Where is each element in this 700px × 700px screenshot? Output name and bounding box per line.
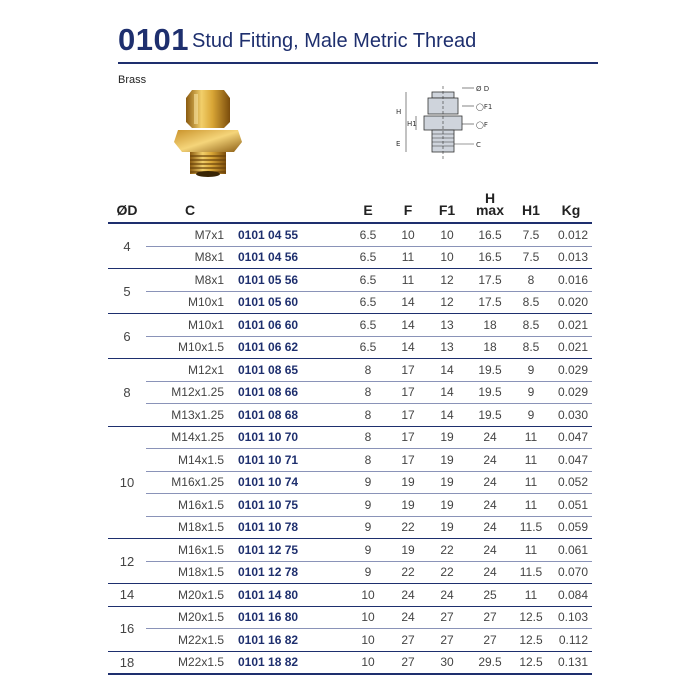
- cell-article-number: 0101 10 71: [234, 449, 346, 472]
- cell-f1: 27: [426, 606, 468, 629]
- table-row: [108, 246, 592, 269]
- cell-c: M22x1.5: [146, 629, 234, 652]
- cell-f1: 22: [426, 539, 468, 562]
- cell-e: 9: [346, 561, 390, 584]
- cell-e: 6.5: [346, 223, 390, 246]
- cell-kg: 0.059: [550, 516, 592, 539]
- cell-h1: 9: [512, 359, 550, 382]
- cell-h1: 12.5: [512, 606, 550, 629]
- cell-kg: 0.112: [550, 629, 592, 652]
- page-header: [118, 20, 598, 64]
- cell-h: 24: [468, 471, 512, 494]
- page-title: Stud Fitting, Male Metric Thread: [192, 30, 477, 52]
- cell-f1: 14: [426, 404, 468, 427]
- cell-kg: 0.084: [550, 584, 592, 607]
- cell-article-number: 0101 10 74: [234, 471, 346, 494]
- cell-f1: 22: [426, 561, 468, 584]
- cell-kg: 0.029: [550, 359, 592, 382]
- cell-f: 11: [390, 246, 426, 269]
- cell-h1: 9: [512, 381, 550, 404]
- cell-f1: 19: [426, 449, 468, 472]
- cell-od: 14: [108, 584, 146, 607]
- cell-kg: 0.029: [550, 381, 592, 404]
- cell-h1: 12.5: [512, 629, 550, 652]
- cell-h: 16.5: [468, 246, 512, 269]
- cell-od: 10: [108, 426, 146, 539]
- cell-article-number: 0101 16 80: [234, 606, 346, 629]
- header-e: E: [346, 182, 390, 223]
- header-max: max: [475, 202, 505, 218]
- cell-article-number: 0101 06 62: [234, 336, 346, 359]
- cell-c: M10x1: [146, 314, 234, 337]
- cell-article-number: 0101 10 75: [234, 494, 346, 517]
- table-row: [108, 494, 592, 517]
- cell-article-number: 0101 08 66: [234, 381, 346, 404]
- cell-f: 27: [390, 651, 426, 674]
- cell-f: 24: [390, 584, 426, 607]
- cell-h1: 11: [512, 494, 550, 517]
- cell-e: 8: [346, 449, 390, 472]
- table-row: [108, 629, 592, 652]
- cell-h: 24: [468, 561, 512, 584]
- cell-h: 27: [468, 629, 512, 652]
- cell-article-number: 0101 14 80: [234, 584, 346, 607]
- dim-label-od: Ø D: [476, 85, 490, 93]
- table-row: [108, 381, 592, 404]
- cell-kg: 0.061: [550, 539, 592, 562]
- table-row: [108, 291, 592, 314]
- cell-c: M8x1: [146, 246, 234, 269]
- cell-e: 10: [346, 584, 390, 607]
- cell-f: 17: [390, 449, 426, 472]
- cell-article-number: 0101 08 65: [234, 359, 346, 382]
- cell-f: 22: [390, 561, 426, 584]
- cell-f1: 19: [426, 516, 468, 539]
- dim-label-f: ◯F: [476, 121, 488, 129]
- cell-kg: 0.051: [550, 494, 592, 517]
- cell-e: 8: [346, 381, 390, 404]
- cell-h1: 11.5: [512, 561, 550, 584]
- table-header: [108, 182, 592, 223]
- table-row: [108, 404, 592, 427]
- cell-h: 16.5: [468, 223, 512, 246]
- cell-h1: 8.5: [512, 336, 550, 359]
- cell-h1: 11: [512, 584, 550, 607]
- cell-h: 19.5: [468, 381, 512, 404]
- table-row: [108, 336, 592, 359]
- cell-kg: 0.013: [550, 246, 592, 269]
- dim-label-h1: H1: [407, 120, 417, 128]
- cell-c: M12x1: [146, 359, 234, 382]
- table-row: [108, 449, 592, 472]
- cell-article-number: 0101 04 55: [234, 223, 346, 246]
- cell-article-number: 0101 08 68: [234, 404, 346, 427]
- cell-article-number: 0101 18 82: [234, 651, 346, 674]
- cell-f: 17: [390, 426, 426, 449]
- table-row: [108, 223, 592, 246]
- cell-e: 9: [346, 516, 390, 539]
- cell-c: M14x1.25: [146, 426, 234, 449]
- cell-h1: 9: [512, 404, 550, 427]
- cell-f1: 24: [426, 584, 468, 607]
- table-row: [108, 584, 592, 607]
- table-row: [108, 426, 592, 449]
- cell-e: 10: [346, 629, 390, 652]
- cell-f1: 30: [426, 651, 468, 674]
- cell-e: 6.5: [346, 291, 390, 314]
- cell-article-number: 0101 12 75: [234, 539, 346, 562]
- cell-kg: 0.070: [550, 561, 592, 584]
- material-label: Brass: [118, 74, 147, 86]
- cell-c: M20x1.5: [146, 606, 234, 629]
- cell-od: 16: [108, 606, 146, 651]
- cell-f1: 10: [426, 246, 468, 269]
- cell-f1: 27: [426, 629, 468, 652]
- cell-h1: 7.5: [512, 246, 550, 269]
- cell-e: 8: [346, 426, 390, 449]
- cell-f: 14: [390, 314, 426, 337]
- cell-article-number: 0101 05 56: [234, 269, 346, 292]
- cell-kg: 0.020: [550, 291, 592, 314]
- cell-h: 29.5: [468, 651, 512, 674]
- cell-article-number: 0101 16 82: [234, 629, 346, 652]
- cell-e: 6.5: [346, 246, 390, 269]
- header-kg: Kg: [550, 182, 592, 223]
- cell-e: 9: [346, 539, 390, 562]
- cell-f: 22: [390, 516, 426, 539]
- cell-h1: 11: [512, 471, 550, 494]
- table-row: [108, 516, 592, 539]
- cell-e: 10: [346, 651, 390, 674]
- cell-h: 24: [468, 494, 512, 517]
- cell-h: 24: [468, 426, 512, 449]
- cell-e: 6.5: [346, 336, 390, 359]
- header-f1: F1: [426, 182, 468, 223]
- cell-f: 10: [390, 223, 426, 246]
- cell-kg: 0.052: [550, 471, 592, 494]
- cell-c: M16x1.5: [146, 494, 234, 517]
- cell-h1: 8.5: [512, 291, 550, 314]
- header-h-max: [468, 182, 512, 223]
- cell-e: 10: [346, 606, 390, 629]
- table-row: [108, 651, 592, 674]
- cell-od: 12: [108, 539, 146, 584]
- cell-kg: 0.021: [550, 314, 592, 337]
- product-code: 0101: [118, 22, 189, 57]
- cell-h: 24: [468, 539, 512, 562]
- cell-f: 17: [390, 404, 426, 427]
- cell-f: 19: [390, 539, 426, 562]
- cell-article-number: 0101 05 60: [234, 291, 346, 314]
- cell-h1: 7.5: [512, 223, 550, 246]
- cell-c: M16x1.5: [146, 539, 234, 562]
- cell-f: 11: [390, 269, 426, 292]
- cell-c: M18x1.5: [146, 561, 234, 584]
- cell-c: M16x1.25: [146, 471, 234, 494]
- cell-c: M20x1.5: [146, 584, 234, 607]
- header-c: C: [146, 182, 234, 223]
- cell-kg: 0.047: [550, 426, 592, 449]
- cell-article-number: 0101 04 56: [234, 246, 346, 269]
- cell-f: 19: [390, 494, 426, 517]
- cell-f1: 19: [426, 426, 468, 449]
- cell-f1: 10: [426, 223, 468, 246]
- cell-h1: 11: [512, 426, 550, 449]
- cell-f: 14: [390, 336, 426, 359]
- cell-od: 4: [108, 223, 146, 269]
- cell-c: M7x1: [146, 223, 234, 246]
- header-h1: H1: [512, 182, 550, 223]
- cell-f1: 19: [426, 494, 468, 517]
- cell-e: 8: [346, 359, 390, 382]
- cell-od: 6: [108, 314, 146, 359]
- dimension-diagram: [390, 84, 500, 164]
- cell-c: M8x1: [146, 269, 234, 292]
- cell-article-number: 0101 10 70: [234, 426, 346, 449]
- cell-h: 17.5: [468, 291, 512, 314]
- table-row: [108, 539, 592, 562]
- cell-f1: 13: [426, 336, 468, 359]
- cell-h: 18: [468, 336, 512, 359]
- cell-c: M18x1.5: [146, 516, 234, 539]
- dim-label-f1: ◯F1: [476, 103, 493, 111]
- cell-article-number: 0101 06 60: [234, 314, 346, 337]
- cell-e: 9: [346, 471, 390, 494]
- cell-h: 24: [468, 449, 512, 472]
- header-od: ØD: [108, 182, 146, 223]
- cell-c: M14x1.5: [146, 449, 234, 472]
- table-row: [108, 359, 592, 382]
- header-h: H: [484, 190, 496, 206]
- cell-h: 19.5: [468, 359, 512, 382]
- cell-e: 6.5: [346, 314, 390, 337]
- cell-kg: 0.131: [550, 651, 592, 674]
- cell-kg: 0.012: [550, 223, 592, 246]
- cell-article-number: 0101 10 78: [234, 516, 346, 539]
- cell-f: 24: [390, 606, 426, 629]
- cell-e: 9: [346, 494, 390, 517]
- cell-h: 24: [468, 516, 512, 539]
- table-row: [108, 561, 592, 584]
- cell-f1: 14: [426, 381, 468, 404]
- cell-h1: 8.5: [512, 314, 550, 337]
- dim-label-c: C: [476, 141, 481, 149]
- cell-od: 5: [108, 269, 146, 314]
- cell-kg: 0.103: [550, 606, 592, 629]
- cell-f: 14: [390, 291, 426, 314]
- header-article: [234, 182, 346, 223]
- table-row: [108, 314, 592, 337]
- cell-h: 19.5: [468, 404, 512, 427]
- specification-table: [108, 182, 592, 675]
- cell-h1: 11.5: [512, 516, 550, 539]
- cell-h1: 11: [512, 449, 550, 472]
- product-image: [168, 88, 248, 178]
- cell-h1: 11: [512, 539, 550, 562]
- cell-f1: 12: [426, 269, 468, 292]
- cell-h1: 8: [512, 269, 550, 292]
- cell-c: M22x1.5: [146, 651, 234, 674]
- dim-label-e: E: [396, 140, 401, 148]
- cell-h: 18: [468, 314, 512, 337]
- cell-c: M12x1.25: [146, 381, 234, 404]
- table-row: [108, 606, 592, 629]
- cell-kg: 0.021: [550, 336, 592, 359]
- cell-f: 17: [390, 381, 426, 404]
- dim-label-h: H: [396, 108, 402, 116]
- cell-f1: 13: [426, 314, 468, 337]
- cell-h: 25: [468, 584, 512, 607]
- cell-c: M10x1.5: [146, 336, 234, 359]
- cell-kg: 0.030: [550, 404, 592, 427]
- cell-c: M10x1: [146, 291, 234, 314]
- cell-kg: 0.047: [550, 449, 592, 472]
- cell-od: 8: [108, 359, 146, 427]
- cell-f: 17: [390, 359, 426, 382]
- table-row: [108, 471, 592, 494]
- cell-f1: 14: [426, 359, 468, 382]
- cell-e: 6.5: [346, 269, 390, 292]
- cell-h: 17.5: [468, 269, 512, 292]
- cell-h1: 12.5: [512, 651, 550, 674]
- cell-c: M13x1.25: [146, 404, 234, 427]
- cell-h: 27: [468, 606, 512, 629]
- cell-kg: 0.016: [550, 269, 592, 292]
- cell-f: 19: [390, 471, 426, 494]
- cell-e: 8: [346, 404, 390, 427]
- cell-od: 18: [108, 651, 146, 674]
- header-f: F: [390, 182, 426, 223]
- cell-f: 27: [390, 629, 426, 652]
- cell-f1: 19: [426, 471, 468, 494]
- table-row: [108, 269, 592, 292]
- cell-article-number: 0101 12 78: [234, 561, 346, 584]
- cell-f1: 12: [426, 291, 468, 314]
